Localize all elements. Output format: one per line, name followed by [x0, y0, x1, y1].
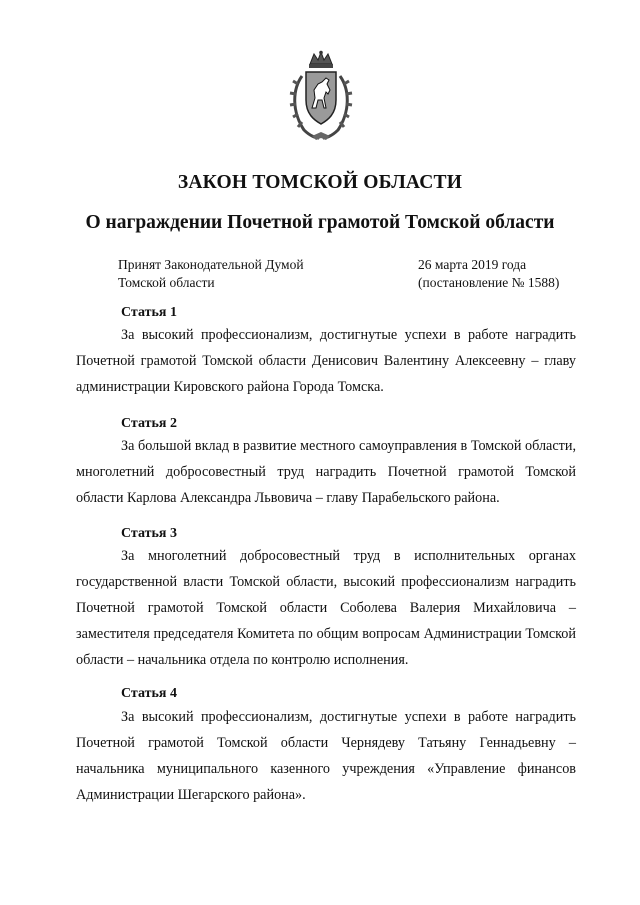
article-3-text: За многолетний добросовестный труд в исполнительных органах государственной власти Томской области, высокий профессионализм наградить Почетной грамотой Томской области Соболева Валерия Михайловича – заместителя председателя Комитета по общим вопросам Администрации Томской области – начальника отдела по контролю исполнения.	[76, 548, 576, 668]
resolution-number: (постановление № 1588)	[418, 275, 560, 290]
article-1-text: За высокий профессионализм, достигнутые успехи в работе наградить Почетной грамотой Томской области Денисович Валентину Алексеевну – главу администрации Кировского района Города Томска.	[76, 327, 576, 395]
law-title: ЗАКОН ТОМСКОЙ ОБЛАСТИ	[177, 172, 463, 193]
article-4-text: За высокий профессионализм, достигнутые успехи в работе наградить Почетной грамотой Томской области Чернядеву Татьяну Геннадьевну – начальника муниципального казенного учреждения «Управление финансов Администрации Шегарского района».	[76, 709, 576, 803]
adoption-date-line: 26 марта 2019 года	[418, 257, 527, 272]
adoption-body-line-2: Томской области	[118, 275, 215, 290]
adoption-body-line-1: Принят Законодательной Думой	[118, 257, 304, 272]
article-1-heading: Статья 1	[121, 305, 177, 320]
article-2-text: За большой вклад в развитие местного самоуправления в Томской области, многолетний добросовестный труд наградить Почетной грамотой Томской области Карлова Александра Львовича – главу Парабельского района.	[76, 438, 576, 506]
tomsk-oblast-coat-of-arms-icon	[288, 50, 354, 142]
article-2-heading: Статья 2	[121, 416, 177, 431]
law-subtitle: О награждении Почетной грамотой Томской области	[85, 212, 555, 233]
article-3-heading: Статья 3	[121, 526, 177, 541]
article-4-heading: Статья 4	[121, 686, 177, 701]
adoption-body	[118, 256, 304, 292]
adoption-date	[418, 256, 559, 292]
